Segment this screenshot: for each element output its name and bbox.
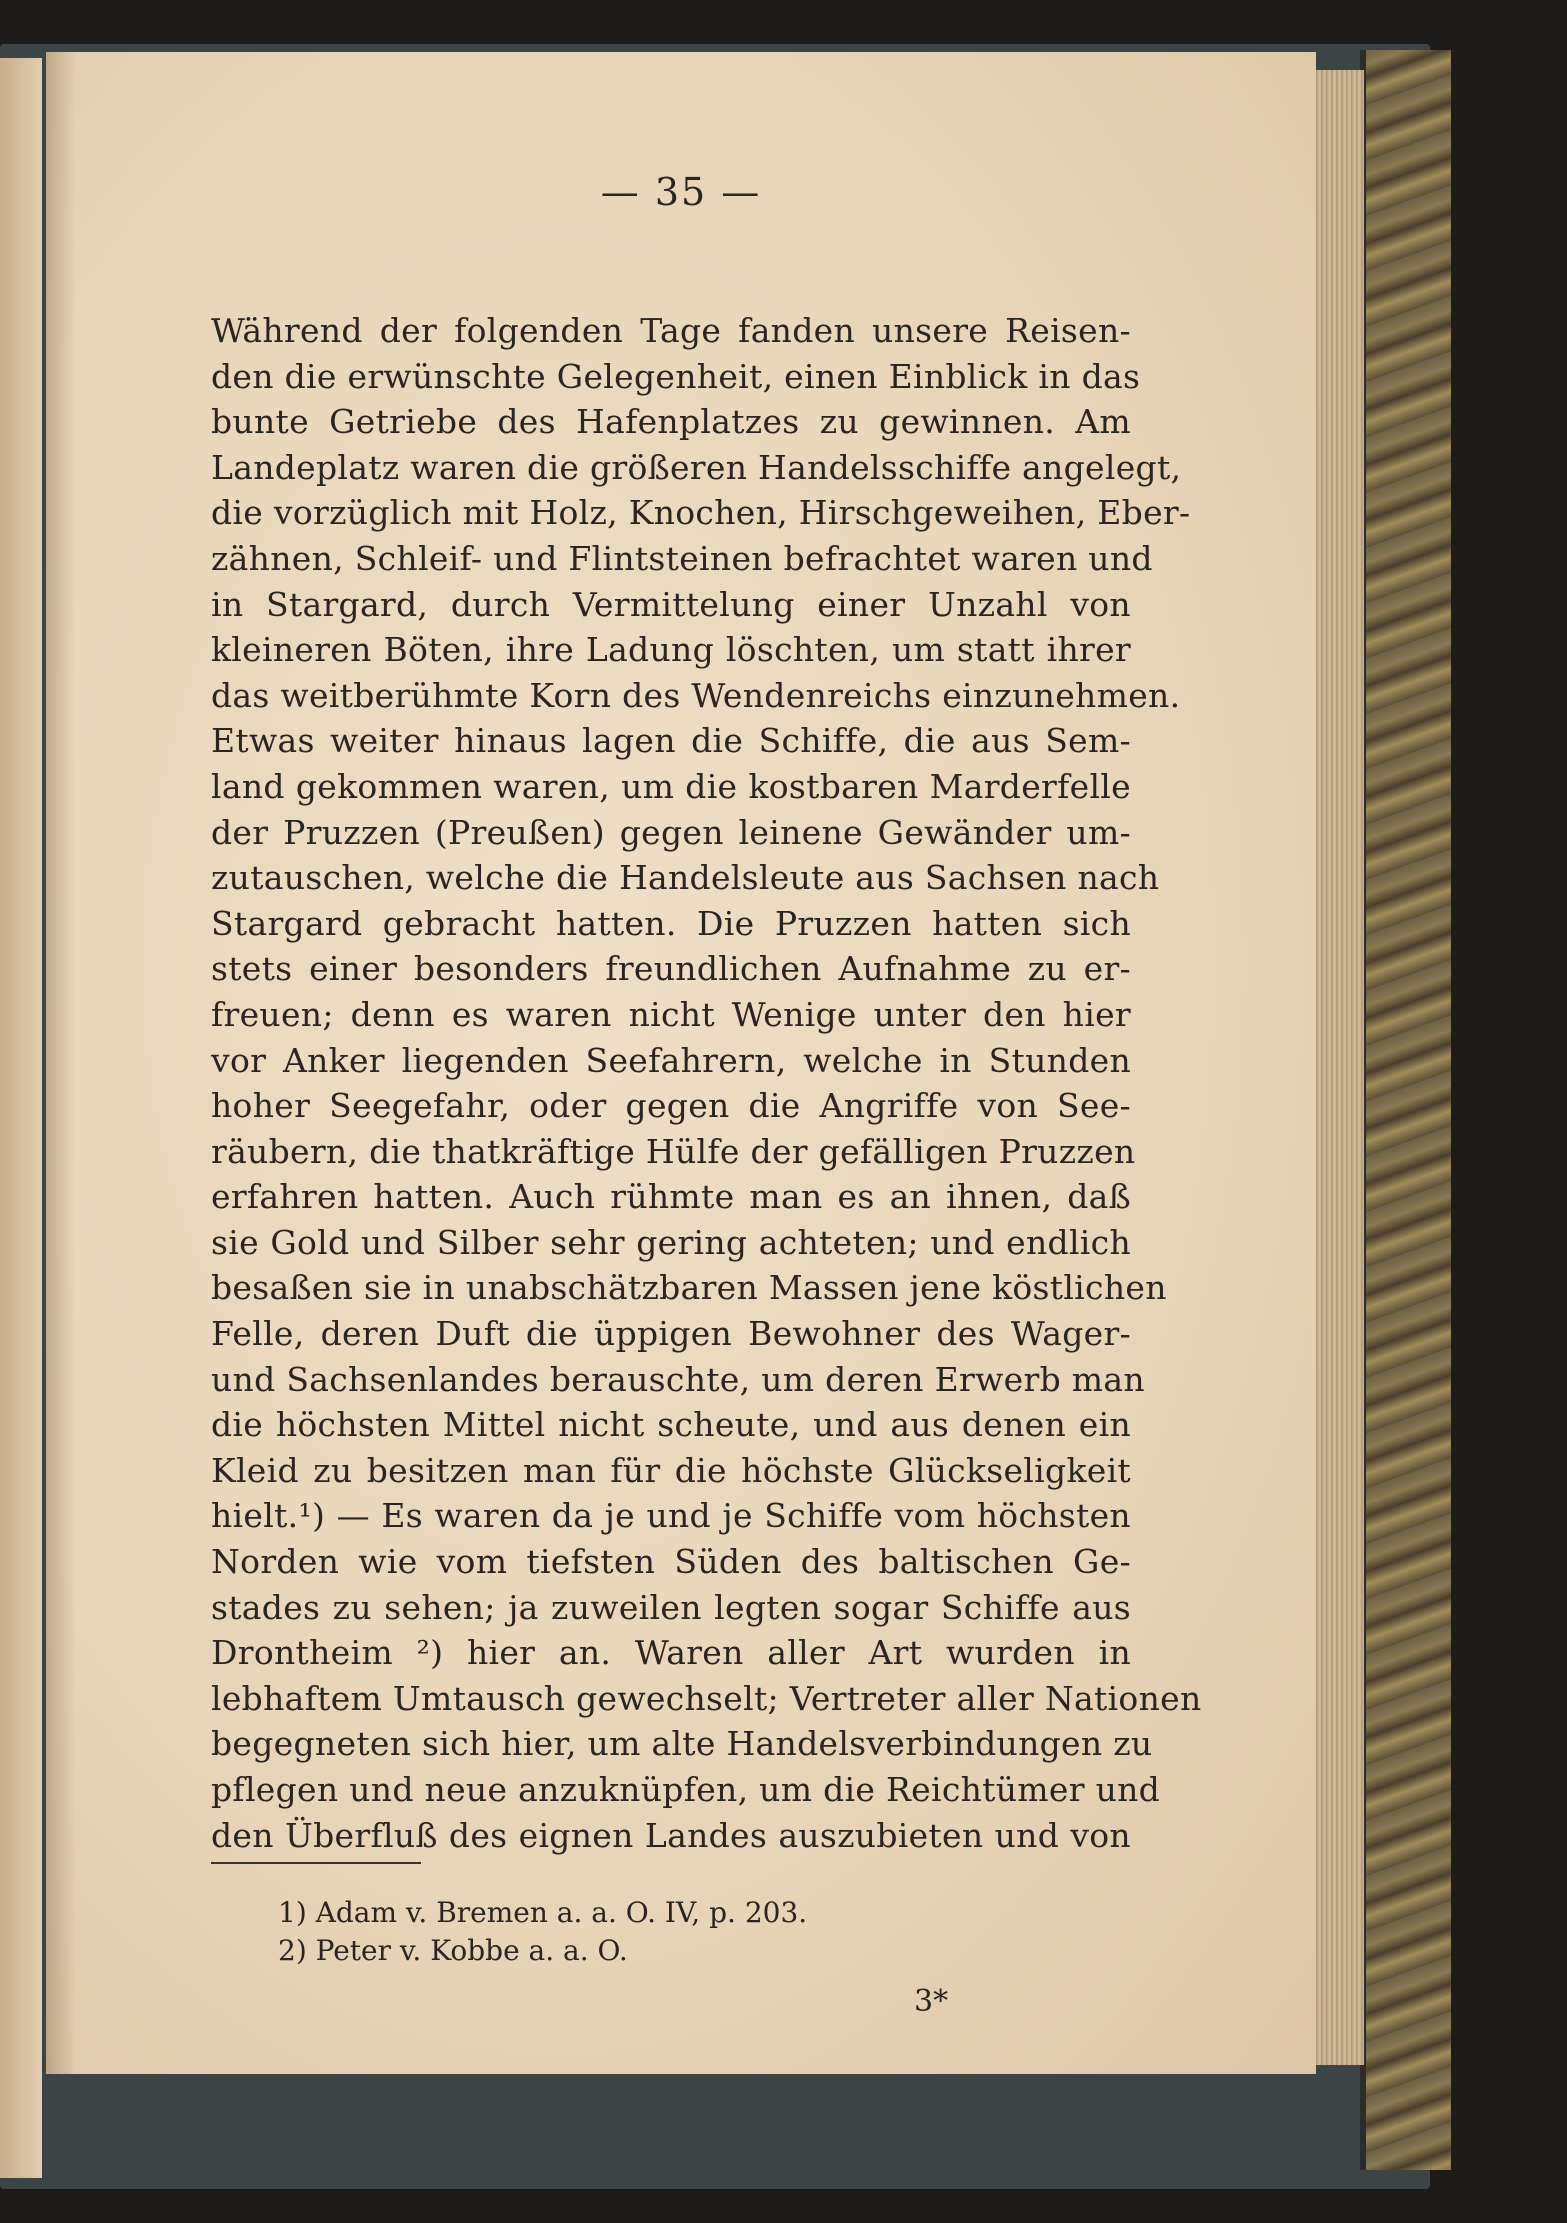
text-line: zutauschen, welche die Handelsleute aus Sachsen nach: [211, 858, 1160, 898]
text-line: zähnen, Schleif- und Flintsteinen befrachtet waren und: [211, 538, 1153, 578]
marbled-cover-edge: [1360, 50, 1451, 2170]
text-line: Etwas weiter hinaus lagen die Schiffe, die aus Sem-: [211, 721, 1131, 761]
text-line: lebhaftem Umtausch gewechselt; Vertreter aller Nationen: [211, 1678, 1202, 1718]
text-line: stets einer besonders freundlichen Aufnahme zu er-: [211, 949, 1131, 989]
page-number: — 35 —: [600, 170, 762, 214]
text-line: pflegen und neue anzuknüpfen, um die Reichtümer und: [211, 1770, 1161, 1809]
text-line: das weitberühmte Korn des Wendenreichs einzunehmen.: [211, 675, 1181, 715]
text-line: begegneten sich hier, um alte Handelsverbindungen zu: [211, 1724, 1153, 1764]
text-line: die höchsten Mittel nicht scheute, und aus denen ein: [211, 1405, 1131, 1445]
text-line: besaßen sie in unabschätzbaren Massen jene köstlichen: [211, 1268, 1167, 1308]
text-line: bunte Getriebe des Hafenplatzes zu gewinnen. Am: [211, 402, 1131, 442]
body-text: [211, 308, 1202, 1858]
text-line: erfahren hatten. Auch rühmte man es an ihnen, daß: [211, 1177, 1131, 1217]
text-line: Landeplatz waren die größeren Handelsschiffe angelegt,: [211, 447, 1182, 487]
text-line: Felle, deren Duft die üppigen Bewohner des Wager-: [211, 1314, 1131, 1354]
text-line: land gekommen waren, um die kostbaren Marderfelle: [211, 766, 1131, 806]
footnote: 1) Adam v. Bremen a. a. O. IV, p. 203.: [278, 1896, 808, 1929]
text-line: die vorzüglich mit Holz, Knochen, Hirschgeweihen, Eber-: [211, 493, 1191, 533]
text-line: Während der folgenden Tage fanden unsere Reisen-: [211, 311, 1131, 350]
spine-shadow: [46, 52, 76, 2074]
text-line: Norden wie vom tiefsten Süden des baltischen Ge-: [211, 1542, 1131, 1582]
text-line: sie Gold und Silber sehr gering achteten; und endlich: [211, 1222, 1131, 1262]
text-line: Kleid zu besitzen man für die höchste Glückseligkeit: [211, 1450, 1131, 1490]
text-line: Drontheim ²) hier an. Waren aller Art wurden in: [211, 1633, 1131, 1673]
text-line: kleineren Böten, ihre Ladung löschten, um statt ihrer: [211, 630, 1131, 670]
footnotes: [278, 1894, 807, 1970]
footnote: 2) Peter v. Kobbe a. a. O.: [278, 1934, 628, 1967]
text-line: vor Anker liegenden Seefahrern, welche in Stunden: [211, 1040, 1131, 1080]
text-line: freuen; denn es waren nicht Wenige unter den hier: [211, 994, 1131, 1034]
text-line: in Stargard, durch Vermittelung einer Unzahl von: [211, 584, 1131, 624]
signature-mark: 3*: [914, 1984, 949, 2019]
text-line: Stargard gebracht hatten. Die Pruzzen hatten sich: [211, 903, 1131, 943]
text-line: hielt.¹) — Es waren da je und je Schiffe vom höchsten: [211, 1496, 1131, 1536]
facing-page-edge: [0, 58, 42, 2178]
text-line: und Sachsenlandes berauschte, um deren Erwerb man: [211, 1359, 1145, 1399]
book-page: [46, 52, 1316, 2074]
text-line: räubern, die thatkräftige Hülfe der gefälligen Pruzzen: [211, 1131, 1136, 1171]
text-line: den Überfluß des eignen Landes auszubieten und von: [211, 1815, 1131, 1855]
page-block-edges: [1312, 70, 1364, 2065]
text-line: hoher Seegefahr, oder gegen die Angriffe von See-: [211, 1086, 1131, 1126]
text-line: stades zu sehen; ja zuweilen legten sogar Schiffe aus: [211, 1587, 1131, 1627]
text-line: den die erwünschte Gelegenheit, einen Einblick in das: [211, 356, 1141, 396]
footnote-divider: [211, 1862, 421, 1864]
text-line: der Pruzzen (Preußen) gegen leinene Gewänder um-: [211, 812, 1131, 852]
